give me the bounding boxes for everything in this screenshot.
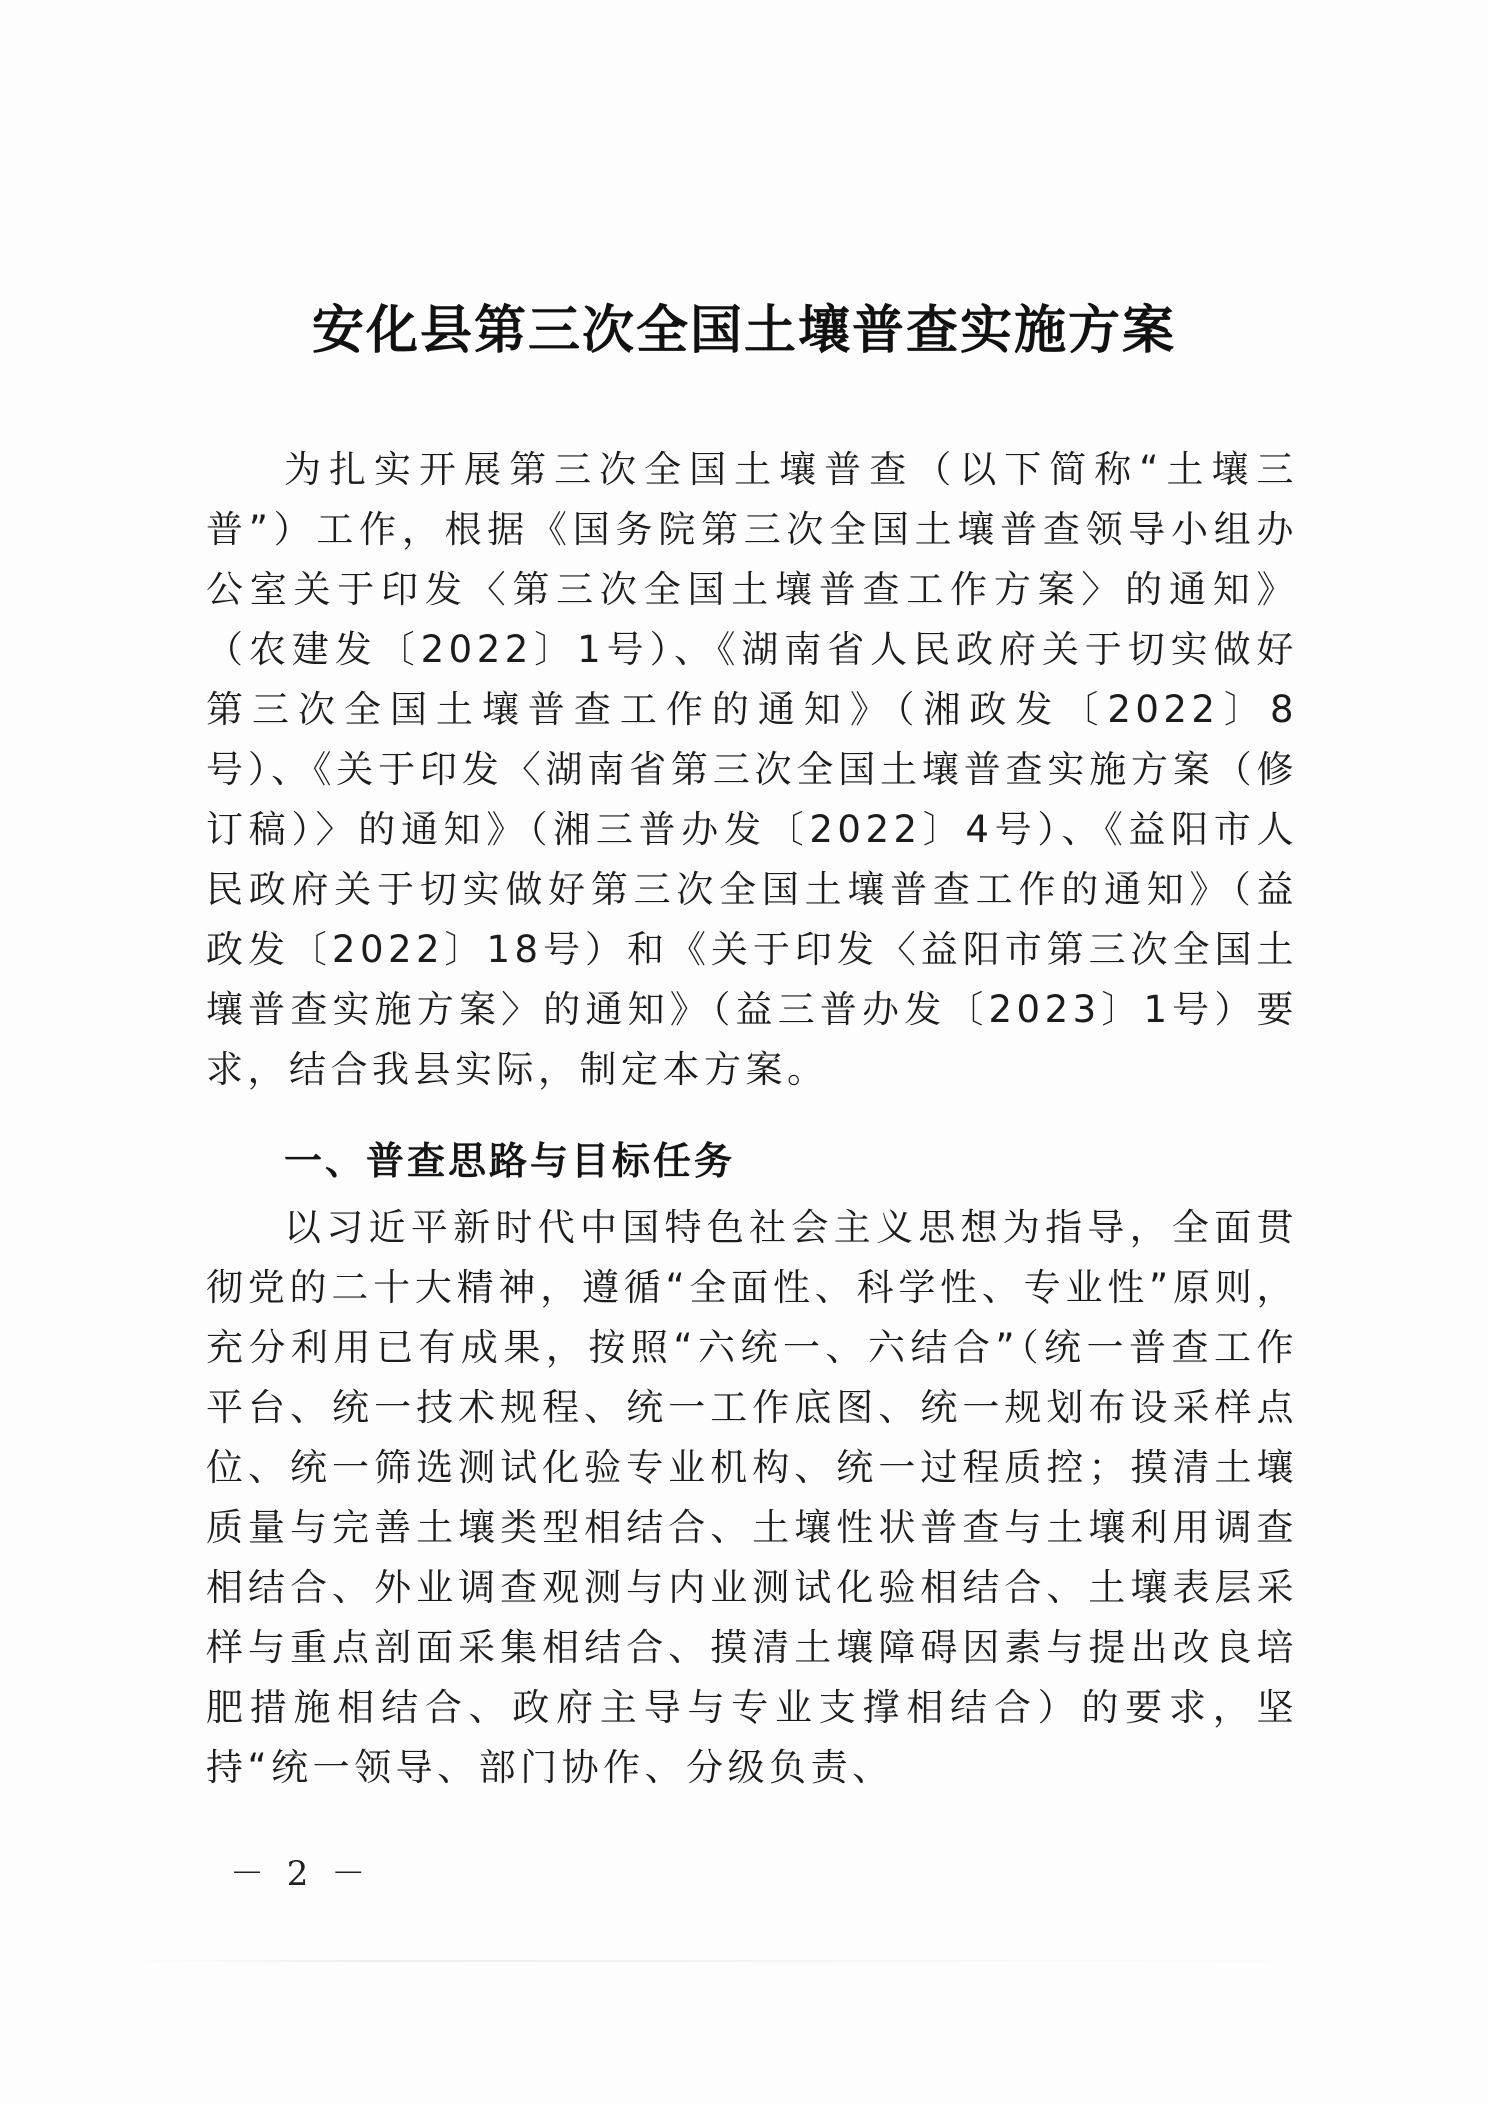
- section-heading-1: 一、普查思路与目标任务: [284, 1139, 736, 1183]
- paragraph-guiding-principles: 以习近平新时代中国特色社会主义思想为指导，全面贯彻党的二十大精神，遵循“全面性、科学性、专业性”原则，充分利用已有成果，按照“六统一、六结合”（统一普查工作平台、统一技术规程、统一工作底图、统一规划布设采样点位、统一筛选测试化验专业机构、统一过程质控；摸清土壤质量与完善土壤类型相结合、土壤性状普查与土壤利用调查相结合、外业调查观测与内业测试化验相结合、土壤表层采样与重点剖面采集相结合、摸清土壤障碍因素与提出改良培肥措施相结合、政府主导与专业支撑相结合）的要求，坚持“统一领导、部门协作、分级负责、: [206, 1206, 1298, 1789]
- paragraph-intro: 为扎实开展第三次全国土壤普查（以下简称“土壤三普”）工作，根据《国务院第三次全国土壤普查领导小组办公室关于印发〈第三次全国土壤普查工作方案〉的通知》（农建发〔2022〕1号）、《湖南省人民政府关于切实做好第三次全国土壤普查工作的通知》（湘政发〔2022〕8号）、《关于印发〈湖南省第三次全国土壤普查实施方案（修订稿）〉的通知》（湘三普办发〔2022〕4号）、《益阳市人民政府关于切实做好第三次全国土壤普查工作的通知》（益政发〔2022〕18号）和《关于印发〈益阳市第三次全国土壤普查实施方案〉的通知》（益三普办发〔2023〕1号）要求，结合我县实际，制定本方案。: [206, 448, 1298, 1091]
- scan-artifact-line: [120, 1960, 1370, 1962]
- page-number: － 2 －: [230, 1854, 372, 1894]
- document-title: 安化县第三次全国土壤普查实施方案: [311, 300, 1176, 361]
